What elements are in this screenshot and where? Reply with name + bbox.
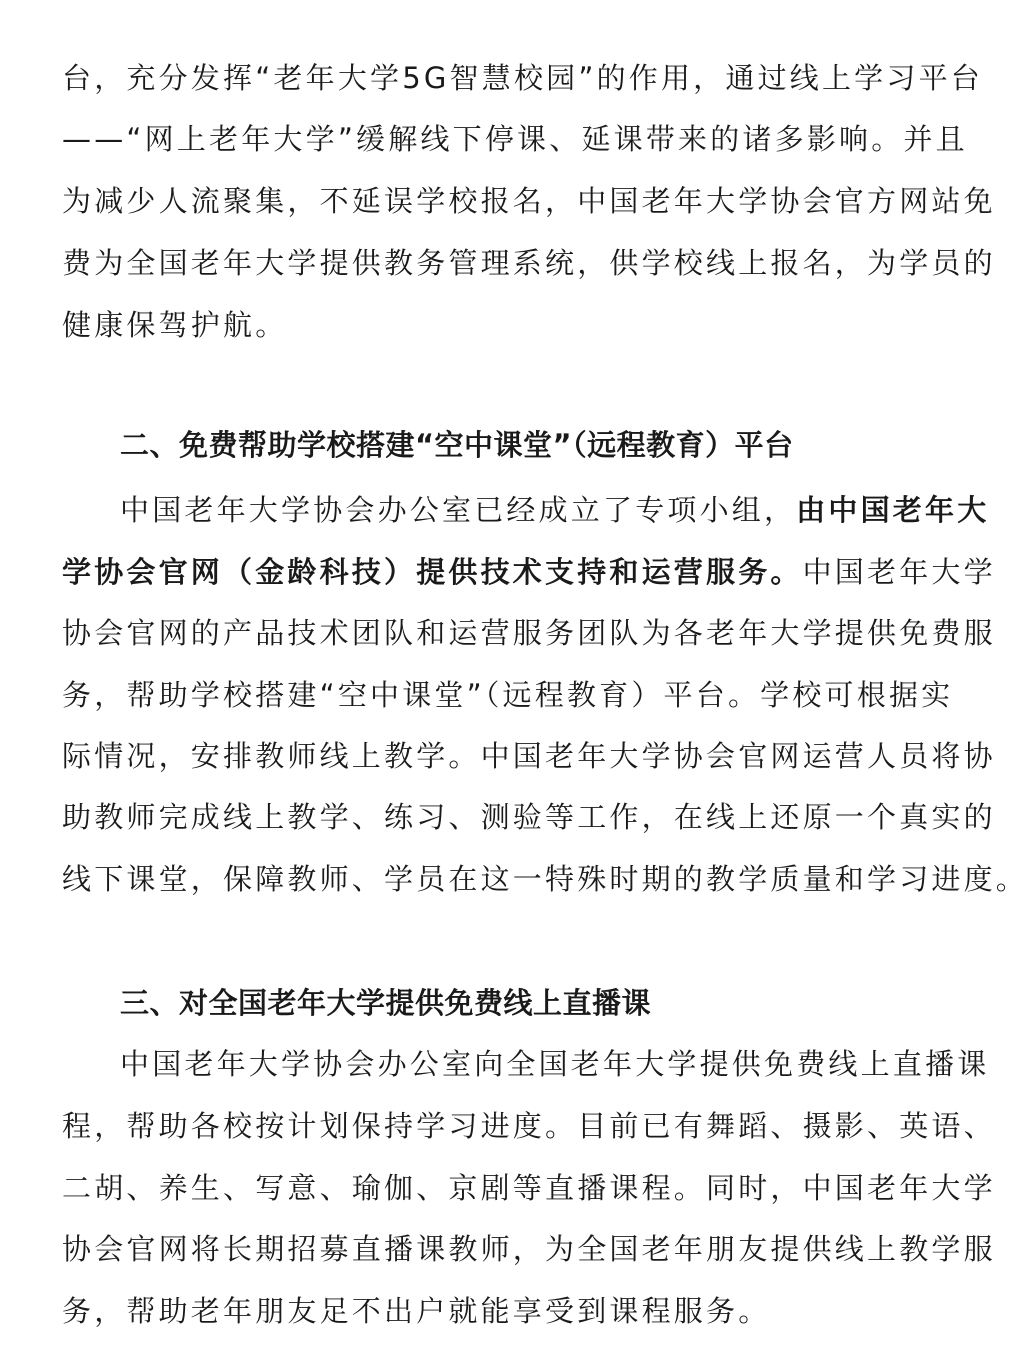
section-heading: 二、免费帮助学校搭建“空中课堂”（远程教育）平台 [120,428,794,462]
paragraph-line: 线下课堂，保障教师、学员在这一特殊时期的教学质量和学习进度。 [62,862,1028,896]
paragraph-bold-text: 由中国老年大 [796,493,990,527]
paragraph-line [120,490,990,530]
paragraph-line: 费为全国老年大学提供教务管理系统，供学校线上报名，为学员的 [62,246,996,280]
paragraph-line: ——“网上老年大学”缓解线下停课、延课带来的诸多影响。并且 [62,122,968,156]
paragraph-text: 中国老年大学 [802,555,996,589]
paragraph-line: 健康保驾护航。 [62,308,288,342]
paragraph-line: 台，充分发挥“老年大学5G智慧校园”的作用，通过线上学习平台 [62,61,983,95]
paragraph-bold-text: 学协会官网（金龄科技）提供技术支持和运营服务。 [62,555,803,589]
paragraph-line [62,552,996,592]
paragraph-line: 协会官网将长期招募直播课教师，为全国老年朋友提供线上教学服 [62,1232,996,1266]
paragraph-line: 中国老年大学协会办公室向全国老年大学提供免费线上直播课 [120,1047,990,1081]
paragraph-line: 务，帮助学校搭建“空中课堂”（远程教育）平台。学校可根据实 [62,678,954,712]
paragraph-text: 中国老年大学协会办公室已经成立了专项小组， [120,493,797,527]
paragraph-line: 二胡、养生、写意、瑜伽、京剧等直播课程。同时，中国老年大学 [62,1171,996,1205]
paragraph-line: 务，帮助老年朋友足不出户就能享受到课程服务。 [62,1294,771,1328]
paragraph-line: 程，帮助各校按计划保持学习进度。目前已有舞蹈、摄影、英语、 [62,1109,996,1143]
section-heading: 三、对全国老年大学提供免费线上直播课 [120,986,652,1020]
paragraph-line: 为减少人流聚集，不延误学校报名，中国老年大学协会官方网站免 [62,184,996,218]
paragraph-line: 助教师完成线上教学、练习、测验等工作，在线上还原一个真实的 [62,800,996,834]
paragraph-line: 协会官网的产品技术团队和运营服务团队为各老年大学提供免费服 [62,616,996,650]
paragraph-line: 际情况，安排教师线上教学。中国老年大学协会官网运营人员将协 [62,739,996,773]
